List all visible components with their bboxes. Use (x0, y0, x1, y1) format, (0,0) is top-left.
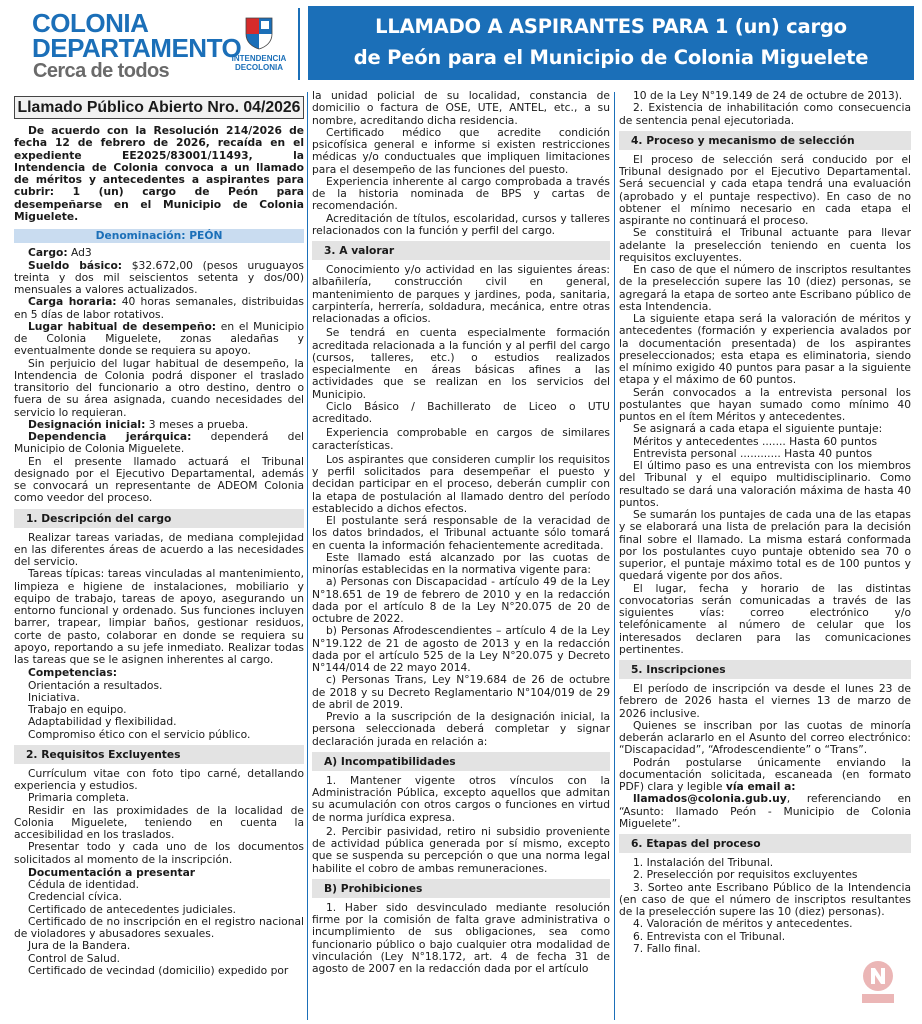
sec1-paragraph-1: Realizar tareas variadas, de mediana complejidad en las diferentes áreas de acuerdo a las necesidades del servicio. (14, 530, 304, 568)
sec2-paragraph-2: Primaria completa. (28, 791, 130, 805)
sec4-paragraph-5: Serán convocados a la entrevista personal los postulantes que hayan sumado como mínimo 40 puntos en el ítem Méritos y antecedentes. (619, 385, 911, 423)
sec3-paragraph-2: Se tendrá en cuenta especialmente formación acreditada relacionada a la función y al perfil del cargo (cursos, talleres, etc.) o estudios realizados especialmente en áreas básicas afines a las actividades que se realizan en los servicios del Municipio. (312, 326, 610, 401)
section-heading-2: 2. Requisitos Excluyentes (14, 745, 304, 764)
paragraph-tribunal: En el presente llamado actuará el Tribunal designado por el Ejecutivo Departamental, además se convocará un representante de ADEOM Colonia como veedor del proceso. (14, 454, 304, 505)
intro-paragraph: De acuerdo con la Resolución 214/2026 de fecha 12 de febrero de 2026, recaída en el expediente EE2025/83001/11493, la Intendencia de Colonia convoca a un llamado de méritos y antecedentes a aspirantes para cubrir: 1 (un) cargo de Peón para desempeñarse en el Municipio de Colonia Miguelete. (14, 124, 304, 223)
sec3-item-a: a) Personas con Discapacidad - artículo 49 de la Ley N°18.651 de 19 de febrero de 2010 y en la redacción dada por el artículo 8 de la Ley N°20.075 de 20 de octubre de 2022. (312, 575, 610, 625)
sec2-paragraph-1: Currículum vitae con foto tipo carné, detallando experiencia y estudios. (14, 766, 304, 792)
call-title: Llamado Público Abierto Nro. 04/2026 (14, 96, 304, 119)
list-item: Jura de la Bandera. (28, 939, 131, 953)
watermark-logo (858, 958, 898, 1008)
column-rule-2 (614, 92, 615, 1020)
sec4-paragraph-6: Se asignará a cada etapa el siguiente puntaje: (633, 422, 883, 436)
secB-item-1: 1. Haber sido desvinculado mediante resolución firme por la comisión de falta grave administrativa o incumplimiento de sus obligaciones, sea como funcionario público o bajo cualquier otra modalidad de vinculación (Ley N°18.172, art. 4 de fecha 31 de agosto de 2007 en la redacción dada por el artículo (312, 900, 610, 975)
sec3-item-c: c) Personas Trans, Ley N°19.684 de 26 de octubre de 2018 y su Decreto Reglamentario N°104/019 de 29 de abril de 2019. (312, 673, 610, 711)
brand-tagline: Cerca de todos (33, 60, 170, 82)
brand-logo (12, 6, 302, 82)
sec5-paragraph-3: Podrán postularse únicamente enviando la documentación solicitada, escaneada (en formato PDF) clara y legible vía email a: (619, 755, 911, 793)
competencias-list (14, 680, 304, 741)
sec5-paragraph-4: llamados@colonia.gub.uy, referenciando en “Asunto: llamado Peón - Municipio de Colonia Miguelete”. (619, 792, 911, 830)
sec6-item: 6. Entrevista con el Tribunal. (633, 929, 786, 943)
intendencia-crest (227, 16, 291, 80)
doc-paragraph-2: Certificado de vecindad (domicilio) expedido por (28, 963, 289, 977)
sec3-paragraph-4: Experiencia comprobable en cargos de similares características. (312, 426, 610, 452)
sec6-item: 1. Instalación del Tribunal. (633, 856, 774, 869)
sec4-paragraph-9: El lugar, fecha y horario de las distintas convocatorias serán comunicadas a través de las siguientes vías: correo electrónico y/o telefónicamente al número de celular que los interesados declaren para las comunicaciones pertinentes. (619, 581, 911, 656)
sec6-item: 2. Preselección por requisitos excluyentes (633, 868, 858, 882)
field-lugar: Lugar habitual de desempeño: en el Municipio de Colonia Miguelete, zonas aledañas y eventualmente donde se requiera su apoyo. (14, 319, 304, 358)
column-rule-1 (307, 92, 308, 1020)
list-item: Iniciativa. (28, 690, 80, 704)
documentacion-list-2 (14, 940, 304, 965)
col3-paragraph-1: 10 de la Ley N°19.149 de 24 de octubre de 2013). (633, 90, 903, 102)
title-line1: LLAMADO A ASPIRANTES PARA 1 (un) cargo (375, 15, 847, 38)
doc-paragraph-1: Certificado de no inscripción en el registro nacional de violadores y abusadores sexuales. (14, 914, 304, 940)
sec2-paragraph-4: Presentar todo y cada uno de los documentos solicitados al momento de la inscripción. (14, 840, 304, 866)
brand-line2: DEPARTAMENTO (32, 33, 242, 63)
sec4-paragraph-3: En caso de que el número de inscriptos resultantes de la preselección supere las 10 (diez) personas, se agregará la etapa de sorteo ante Escribano público de esta Intendencia. (619, 263, 911, 313)
secA-item-2: 2. Percibir pasividad, retiro ni subsidio proveniente de actividad pública generada por sí mismo, excepto que se suspenda su percepción o que una norma legal habilite el cobro de ambas remuneraciones. (312, 824, 610, 875)
notice-header (0, 0, 922, 88)
sec3-paragraph-6: El postulante será responsable de la veracidad de los datos brindados, el Tribunal actuante sólo tomará en cuenta la información fehacientemente acreditada. (312, 514, 610, 552)
section-heading-b: B) Prohibiciones (312, 879, 610, 898)
score-row-2: Entrevista personal ............ Hasta 40 puntos (633, 446, 873, 460)
sec3-paragraph-5: Los aspirantes que consideren cumplir los requisitos y perfil solicitados para desempeñar el puesto y decidan participar en el proceso, deberán cumplir con la etapa de postulación al llamado dentro del período establecido a dichos efectos. (312, 452, 610, 515)
field-cargo: Cargo: Ad3 (28, 246, 92, 260)
brand-line1: COLONIA (32, 8, 149, 38)
sec3-paragraph-1: Conocimiento y/o actividad en las siguientes áreas: albañilería, construcción civil en general, mantenimiento de parques y jardines, poda, sanitaria, carpintería, herrería, soldadura, mecánica, entre otras relacionadas a oficios. (312, 263, 610, 325)
email-link[interactable]: llamados@colonia.gub.uy (633, 792, 787, 806)
sec3-paragraph-8: Previo a la suscripción de la designación inicial, la persona seleccionada deberá completar y signar declaración jurada en relación a: (312, 710, 610, 748)
sec6-item: 3. Sorteo ante Escribano Público de la Intendencia (en caso de que el número de inscriptos resultantes de la preselección supere las 10 (diez) personas). (619, 880, 911, 918)
section-heading-3: 3. A valorar (312, 241, 610, 260)
sec3-paragraph-3: Ciclo Básico / Bachillerato de Liceo o UTU acreditado. (312, 399, 610, 425)
sec4-paragraph-8: Se sumarán los puntajes de cada una de las etapas y se elaborará una lista de prelación para la decisión final sobre el llamado. La misma estará conformada por los postulantes cuyo puntaje obtenido sea 70 o superior, el puntaje máximo total es de 100 puntos y quedará vigente por dos años. (619, 508, 911, 583)
field-carga-horaria: Carga horaria: 40 horas semanales, distribuidas en 5 días de labor rotativos. (14, 295, 304, 321)
field-designacion: Designación inicial: 3 meses a prueba. (28, 417, 249, 431)
list-item: Compromiso ético con el servicio público. (28, 727, 251, 741)
title-banner (308, 6, 914, 80)
col2-paragraph-1: la unidad policial de su localidad, constancia de domicilio o factura de OSE, UTE, ANTEL, etc., a su nombre, acreditando dicha residencia. (312, 90, 610, 127)
col2-paragraph-3: Experiencia inherente al cargo comprobada a través de la historia nominada de BPS y cartas de recomendación. (312, 174, 610, 213)
denomination-bar: Denominación: PEÓN (14, 229, 304, 243)
field-sueldo: Sueldo básico: $32.672,00 (pesos uruguayos treinta y dos mil seiscientos setenta y dos/00) mensuales a valores actualizados. (14, 258, 304, 296)
sec6-item: 4. Valoración de méritos y antecedentes. (633, 917, 853, 931)
list-item: Control de Salud. (28, 951, 121, 965)
crest-caption1: INTENDENCIA (231, 54, 287, 63)
competencias-title: Competencias: (28, 666, 118, 680)
section-heading-a: A) Incompatibilidades (312, 752, 610, 771)
sec5-paragraph-1: El período de inscripción va desde el lunes 23 de febrero de 2026 hasta el viernes 13 de marzo de 2026 inclusive. (619, 682, 911, 720)
list-item: Adaptabilidad y flexibilidad. (28, 715, 177, 729)
sec5-paragraph-2: Quienes se inscriban por las cuotas de minoría deberán aclararlo en el Asunto del correo electrónico: “Discapacidad”, “Afrodescendiente” o “Trans”. (619, 718, 911, 757)
list-item: Certificado de antecedentes judiciales. (28, 902, 237, 916)
sec4-paragraph-4: La siguiente etapa será la valoración de méritos y antecedentes (formación y experiencia avalados por la documentación presentada) de los aspirantes preseleccionados; esta etapa es eliminatoria, siendo el mínimo exigido 40 puntos para pasar a la siguiente etapa y el máximo de 60 puntos. (619, 312, 911, 387)
section-heading-6: 6. Etapas del proceso (619, 834, 911, 853)
header-divider (298, 8, 300, 80)
list-item: Credencial cívica. (28, 890, 123, 904)
title-line2: de Peón para el Municipio de Colonia Miguelete (353, 46, 869, 69)
sec3-paragraph-7: Este llamado está alcanzado por las cuotas de minorías establecidas en la normativa vigente para: (312, 550, 610, 576)
column-1 (14, 90, 304, 1020)
paragraph-perjuicio: Sin perjuicio del lugar habitual de desempeño, la Intendencia de Colonia podrá disponer el traslado transitorio del funcionario a otro destino, dentro o fuera de su área asignada, cuando necesidades del servicio lo requieran. (14, 356, 304, 419)
section-heading-1: 1. Descripción del cargo (14, 509, 304, 528)
score-row-1: Méritos y antecedentes ....... Hasta 60 puntos (633, 434, 878, 448)
list-item: Cédula de identidad. (28, 878, 140, 891)
shield-icon (244, 16, 274, 50)
field-dependencia: Dependencia jerárquica: dependerá del Municipio de Colonia Miguelete. (14, 430, 304, 456)
col2-paragraph-4: Acreditación de títulos, escolaridad, cursos y talleres relacionados con la función y perfil del cargo. (312, 211, 610, 237)
list-item: Trabajo en equipo. (28, 703, 127, 716)
section-heading-5: 5. Inscripciones (619, 660, 911, 679)
column-3 (619, 90, 911, 1020)
documentacion-list (14, 879, 304, 916)
col3-paragraph-2: 2. Existencia de inhabilitación como consecuencia de sentencia penal ejecutoriada. (619, 101, 911, 127)
sec4-paragraph-1: El proceso de selección será conducido por el Tribunal designado por el Ejecutivo Departamental. Será secuencial y cada etapa tendrá una evaluación (aprobado y el puntaje respectivo). En caso de no obtener el mínimo necesario en cada etapa el aspirante no continuará el proceso. (619, 152, 911, 227)
documentacion-title: Documentación a presentar (28, 865, 196, 879)
crest-caption2: DECOLONIA (235, 63, 283, 72)
column-2 (312, 90, 610, 1020)
sec6-item: 7. Fallo final. (633, 941, 701, 955)
section-heading-4: 4. Proceso y mecanismo de selección (619, 131, 911, 150)
sec3-item-b: b) Personas Afrodescendientes – artículo 4 de la Ley N°19.122 de 21 de agosto de 2013 y en la redacción dada por el artículo 525 de la Ley N°20.075 y Decreto N°144/014 de 22 mayo 2014. (312, 624, 610, 674)
secA-item-1: 1. Mantener vigente otros vínculos con la Administración Pública, excepto aquellos que admitan su acumulación con otros cargos o funciones en virtud de norma jurídica expresa. (312, 773, 610, 824)
sec2-paragraph-3: Residir en las proximidades de la localidad de Colonia Miguelete, teniendo en cuenta la accesibilidad en los traslados. (14, 803, 304, 841)
list-item: Orientación a resultados. (28, 678, 163, 692)
sec1-paragraph-2: Tareas típicas: tareas vinculadas al mantenimiento, limpieza e higiene de instalaciones, mobiliario y equipo de trabajo, tareas de apoyo, asegurando un entorno funcional y ordenado. Sus funciones incluyen barrer, trapear, limpiar baños, gestionar residuos, corte de pasto, colaborar en donde se requiera su apoyo, reportando a su jefe inmediato. Realizar todas las tareas que se le asignen inherentes al cargo. (14, 567, 304, 666)
sec4-paragraph-2: Se constituirá el Tribunal actuante para llevar adelante la preselección teniendo en cuenta los requisitos excluyentes. (619, 226, 911, 264)
col2-paragraph-2: Certificado médico que acredite condición psicofísica general e informe si existen restricciones médicas y/o conductuales que impliquen limitaciones para el desempeño de las funciones del puesto. (312, 125, 610, 176)
sec4-paragraph-7: El último paso es una entrevista con los miembros del Tribunal y el equipo multidisciplinario. Como resultado se dará una valoración máxima de hasta 40 puntos. (619, 459, 911, 509)
